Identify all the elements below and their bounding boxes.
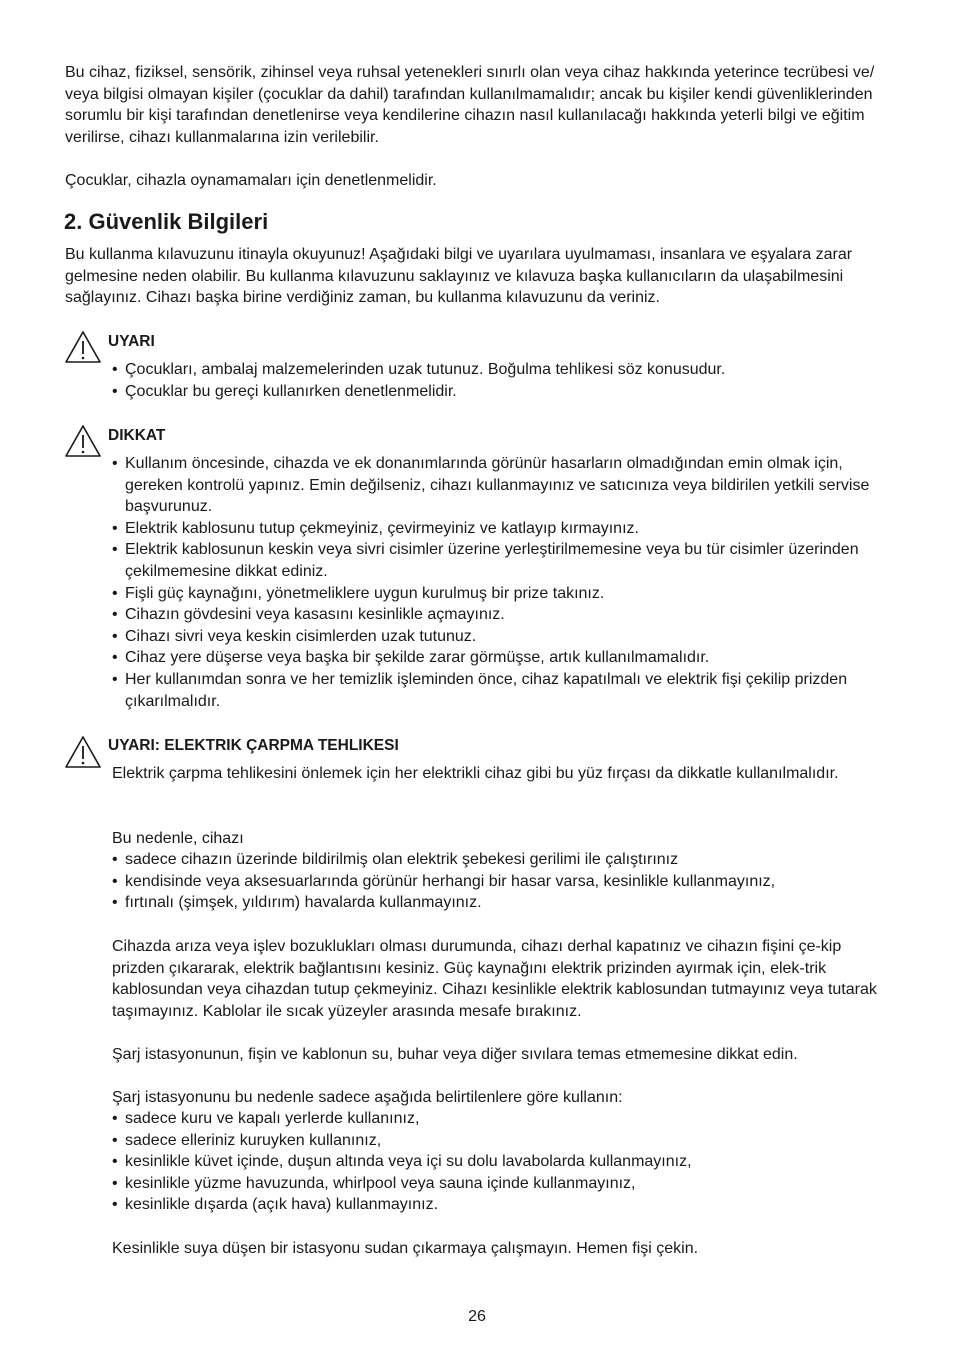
shock-paragraph-5: Şarj istasyonunu bu nedenle sadece aşağıda belirtilenlere göre kullanın: [112,1089,623,1106]
warning-triangle-icon [64,735,102,769]
warning-block [64,330,894,410]
list-item: • Cihaz yere düşerse veya başka bir şekilde zarar görmüşse, artık kullanılmamalıdır. [112,647,872,669]
list-item: • sadece cihazın üzerinde bildirilmiş olan elektrik şebekesi gerilimi ile çalıştırınız [112,849,892,871]
list-item: • kendisinde veya aksesuarlarında görünür herhangi bir hasar varsa, kesinlikle kullanmayınız, [112,871,892,893]
caution-title: DIKKAT [108,427,166,444]
section-heading: 2. Güvenlik Bilgileri [64,209,269,234]
list-item: • Her kullanımdan sonra ve her temizlik işleminden önce, cihaz kapatılmalı ve elektrik fişi çekilip prizden çıkarılmalıdır. [112,669,872,712]
children-supervision-paragraph: Çocuklar, cihazla oynamamaları için denetlenmelidir. [65,172,437,189]
shock-paragraph-3: Cihazda arıza veya işlev bozuklukları olması durumunda, cihazı derhal kapatınız ve cihazın fişini çe-kip prizden çıkararak, elektrik bağlantısını kesiniz. Güç kaynağını elektrik prizinden ayırmak için, elek-trik kablosundan veya cihazdan tutup çekmeyiniz. Cihazı kesinlikle elektrik kablosundan tutmayınız veya tutarak taşımayınız. Kablolar ile sıcak yüzeyler arasında mesafe bırakınız. [112,938,877,1020]
list-item: • kesinlikle küvet içinde, duşun altında veya içi su dolu lavabolarda kullanmayınız, [112,1151,892,1173]
shock-list-2 [112,1108,892,1216]
list-item: • Fişli güç kaynağını, yönetmeliklere uygun kurulmuş bir prize takınız. [112,583,872,605]
warning-title: UYARI [108,333,155,350]
list-item: • Kullanım öncesinde, cihazda ve ek donanımlarında görünür hasarların olmadığından emin olmak için, gereken kontrolü yapınız. Emin değilseniz, cihazı kullanmayınız ve satıcınıza veya bildirilen yetkili servise başvurunuz. [112,453,872,518]
list-item: • Elektrik kablosunun keskin veya sivri cisimler üzerine yerleştirilmemesine veya bu tür cisimler üzerinden çekilmemesine dikkat ediniz. [112,539,872,582]
list-item: • kesinlikle yüzme havuzunda, whirlpool veya sauna içinde kullanmayınız, [112,1173,892,1195]
list-item: • fırtınalı (şimşek, yıldırım) havalarda kullanmayınız. [112,892,892,914]
page-number: 26 [468,1308,486,1325]
caution-list [112,453,872,712]
shock-paragraph-4: Şarj istasyonunun, fişin ve kablonun su, buhar veya diğer sıvılara temas etmemesine dikkat edin. [112,1046,798,1063]
shock-warning-title: UYARI: ELEKTRIK ÇARPMA TEHLIKESI [108,737,399,754]
intro-paragraph: Bu cihaz, fiziksel, sensörik, zihinsel veya ruhsal yetenekleri sınırlı olan veya cihaz hakkında yeterince tecrübesi ve/ veya bilgisi olmayan kişiler (çocuklar da dahil) tarafından kullanılmamalıdır; ancak bu kişiler kendi güvenliklerinden sorumlu bir kişi tarafından denetlenirse veya kendilerine cihazın nasıl kullanılacağı hakkında yeterli bilgi ve eğitim verilirse, cihazı kullanmalarına izin verilebilir. [65,64,875,146]
shock-paragraph-2: Bu nedenle, cihazı [112,830,244,847]
warning-triangle-icon [64,330,102,364]
warning-triangle-icon [64,424,102,458]
list-item: • Çocukları, ambalaj malzemelerinden uzak tutunuz. Boğulma tehlikesi söz konusudur. [112,359,872,381]
list-item: • Çocuklar bu gereçi kullanırken denetlenmelidir. [112,381,872,403]
list-item: • Cihazın gövdesini veya kasasını kesinlikle açmayınız. [112,604,872,626]
list-item: • sadece kuru ve kapalı yerlerde kullanınız, [112,1108,892,1130]
list-item: • kesinlikle dışarda (açık hava) kullanmayınız. [112,1194,892,1216]
shock-paragraph-1: Elektrik çarpma tehlikesini önlemek için her elektrikli cihaz gibi bu yüz fırçası da dikkatle kullanılmalıdır. [112,765,839,782]
list-item: • Elektrik kablosunu tutup çekmeyiniz, çevirmeyiniz ve katlayıp kırmayınız. [112,518,872,540]
caution-block [64,424,894,724]
safety-intro-paragraph: Bu kullanma kılavuzunu itinayla okuyunuz! Aşağıdaki bilgi ve uyarılara uyulmaması, insanlara ve eşyalara zarar gelmesine neden olabilir. Bu kullanma kılavuzunu saklayınız ve kılavuza başka kullanıcıların da ulaşabilmesini sağlayınız. Cihazı başka birine verdiğiniz zaman, bu kullanma kılavuzunu da veriniz. [65,246,853,307]
warning-list [112,359,872,402]
list-item: • sadece elleriniz kuruyken kullanınız, [112,1130,892,1152]
shock-paragraph-6: Kesinlikle suya düşen bir istasyonu sudan çıkarmaya çalışmayın. Hemen fişi çekin. [112,1240,699,1257]
shock-list-1 [112,849,892,914]
list-item: • Cihazı sivri veya keskin cisimlerden uzak tutunuz. [112,626,872,648]
